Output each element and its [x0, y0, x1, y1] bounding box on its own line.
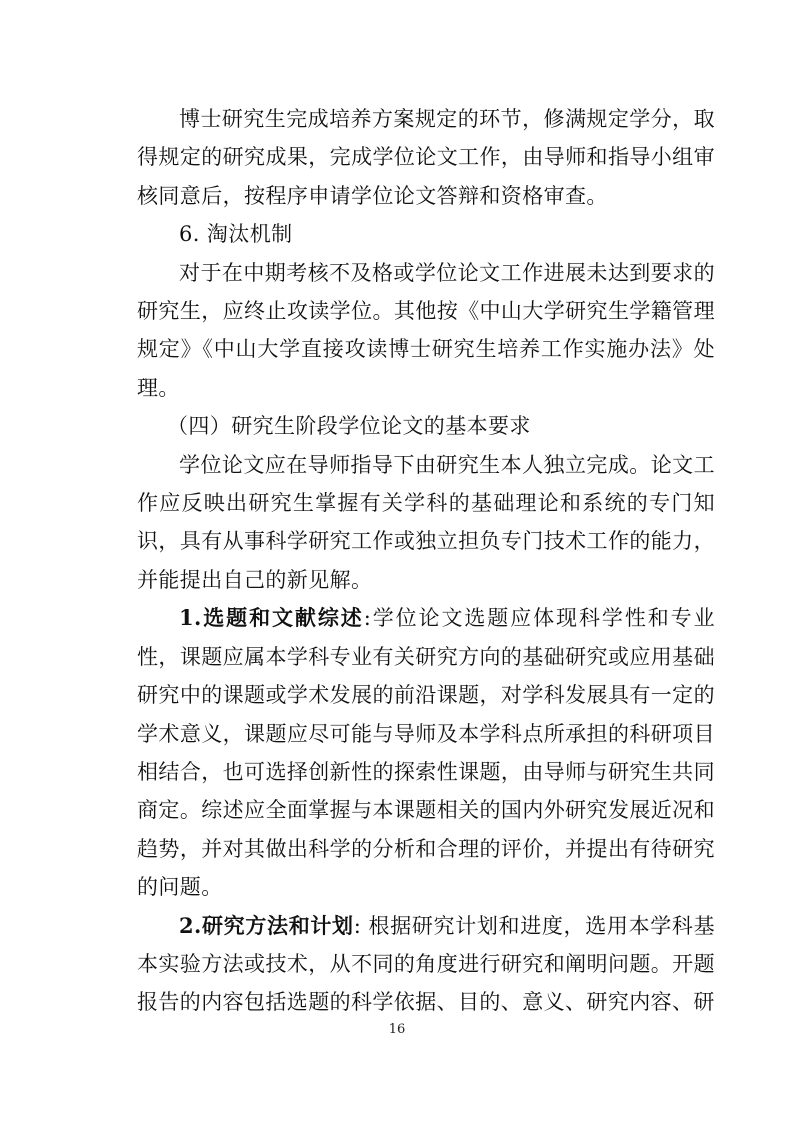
- heading-elimination-mechanism: 6. 淘汰机制: [179, 222, 293, 247]
- item-body: :学位论文选题应体现科学性和专业性，课题应属本学科专业有关研究方向的基础研究或应用基础研究中的课题或学术发展的前沿课题，对学科发展具有一定的学术意义，课题应尽可能与导师及本学科点所承担的科研项目相结合，也可选择创新性的探索性课题，由导师与研究生共同商定。综述应全面掌握与本课题相关的国内外研究发展近况和趋势，并对其做出科学的分析和合理的评价，并提出有待研究的问题。: [137, 606, 715, 900]
- paragraph-topic-selection: [137, 599, 715, 906]
- paragraph-research-methods: [137, 907, 715, 1022]
- paragraph-completion-requirements: 博士研究生完成培养方案规定的环节，修满规定学分，取得规定的研究成果，完成学位论文工作，由导师和指导小组审核同意后，按程序申请学位论文答辩和资格审查。: [137, 107, 715, 208]
- page-number: 16: [388, 1022, 406, 1037]
- paragraph-elimination: 对于在中期考核不及格或学位论文工作进展未达到要求的研究生，应终止攻读学位。其他按《中山大学研究生学籍管理规定》《中山大学直接攻读博士研究生培养工作实施办法》处理。: [137, 260, 715, 400]
- item-body: : 根据研究计划和进度，选用本学科基本实验方法或技术，从不同的角度进行研究和阐明问题。开题报告的内容包括选题的科学依据、目的、意义、研究内容、研: [137, 913, 715, 1015]
- item-number: 2.: [179, 912, 202, 938]
- section-title-thesis-requirements: （四）研究生阶段学位论文的基本要求: [167, 414, 531, 439]
- paragraph-thesis-intro: 学位论文应在导师指导下由研究生本人独立完成。论文工作应反映出研究生掌握有关学科的基础理论和系统的专门知识，具有从事科学研究工作或独立担负专门技术工作的能力，并能提出自己的新见解。: [137, 452, 715, 592]
- item-lead: 研究方法和计划: [201, 912, 354, 938]
- document-body: [137, 100, 715, 1022]
- item-number: 1.: [179, 605, 202, 631]
- item-lead: 选题和文献综述: [201, 605, 364, 631]
